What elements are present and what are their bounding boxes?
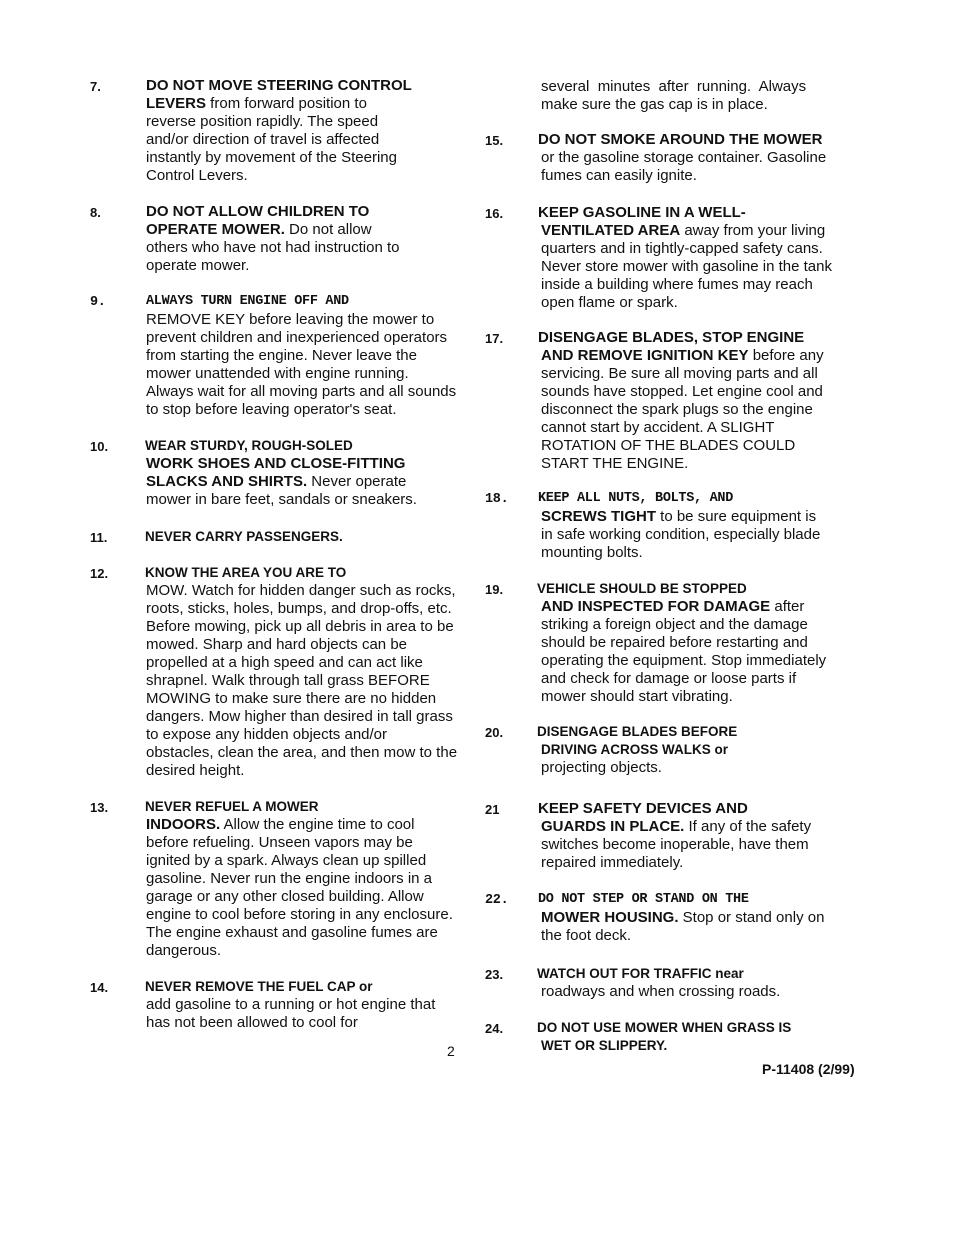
item-number: 18.	[485, 492, 509, 507]
item-text-line: repaired immediately.	[541, 854, 684, 871]
item-text-line: mounting bolts.	[541, 544, 643, 561]
item-text-line: switches become inoperable, have them	[541, 836, 809, 853]
safety-item	[485, 204, 865, 312]
item-text-line: to expose any hidden objects and/or	[146, 726, 388, 743]
item-heading: DRIVING ACROSS WALKS or	[541, 742, 729, 757]
item-heading: DO NOT STEP OR STAND ON THE	[538, 892, 749, 907]
item-text-line: START THE ENGINE.	[541, 455, 689, 472]
item-lead-line	[146, 473, 470, 491]
item-text-line: Never store mower with gasoline in the tank	[541, 258, 832, 275]
item-text-line: engine to cool before storing in any enclosure.	[146, 906, 453, 923]
item-text: If any of the safety	[684, 818, 812, 835]
item-text-line: has not been allowed to cool for	[146, 1014, 358, 1031]
item-heading-continued: SCREWS TIGHT	[541, 508, 656, 525]
safety-item	[485, 329, 865, 473]
item-text-line: disconnect the spark plugs so the engine	[541, 401, 813, 418]
item-text-line: striking a foreign object and the damage	[541, 616, 808, 633]
safety-item	[90, 978, 470, 1032]
item-lead-line	[146, 95, 470, 113]
item-text-line: roadways and when crossing roads.	[541, 983, 781, 1000]
item-text-line: quarters and in tightly-capped safety cans.	[541, 240, 823, 257]
safety-item	[90, 203, 470, 275]
item-text: Allow the engine time to cool	[220, 816, 415, 833]
item-heading: WET OR SLIPPERY.	[541, 1038, 668, 1053]
item-text: to be sure equipment is	[656, 508, 817, 525]
item-heading-continued: SLACKS AND SHIRTS.	[146, 473, 308, 490]
item-text-line: projecting objects.	[541, 759, 662, 776]
safety-item	[90, 293, 470, 419]
item-text: before any	[748, 347, 824, 364]
item-number: 10.	[90, 439, 109, 454]
item-text-line: mowed. Sharp and hard objects can be	[146, 636, 407, 653]
item-number: 19.	[485, 582, 504, 597]
item-number: 20.	[485, 725, 504, 740]
safety-item	[485, 580, 865, 706]
item-heading: WATCH OUT FOR TRAFFIC near	[537, 966, 744, 981]
safety-item	[485, 490, 865, 562]
item-text-line: mower should start vibrating.	[541, 688, 733, 705]
item-number: 13.	[90, 800, 109, 815]
item-number: 21	[485, 802, 500, 817]
item-text-line: REMOVE KEY before leaving the mower to	[146, 311, 435, 328]
item-number: 9.	[90, 295, 106, 310]
item-text-line: MOWING to make sure there are no hidden	[146, 690, 437, 707]
item-heading-continued: VENTILATED AREA	[541, 222, 681, 239]
item-heading: NEVER REMOVE THE FUEL CAP or	[145, 979, 373, 994]
item-text-line: garage or any other closed building. Allow	[146, 888, 424, 905]
item-heading-continued: WORK SHOES AND CLOSE-FITTING	[146, 455, 406, 472]
item-text-line: shrapnel. Walk through tall grass BEFORE	[146, 672, 430, 689]
item-text-line: propelled at a high speed and can act like	[146, 654, 423, 671]
item-lead-line	[541, 909, 865, 927]
item-number: 16.	[485, 206, 504, 221]
item-heading: KEEP SAFETY DEVICES AND	[538, 800, 748, 817]
item-text-line: dangers. Mow higher than desired in tall grass	[146, 708, 453, 725]
item-text-line: dangerous.	[146, 942, 222, 959]
item-lead-line	[541, 508, 865, 526]
item-text-line: operating the equipment. Stop immediately	[541, 652, 827, 669]
item-text-line: servicing. Be sure all moving parts and all	[541, 365, 818, 382]
item-number: 11.	[90, 530, 108, 545]
item-heading-continued: MOWER HOUSING.	[541, 909, 679, 926]
safety-item	[90, 564, 470, 780]
item-heading: DO NOT SMOKE AROUND THE MOWER	[538, 131, 823, 148]
safety-item	[485, 723, 865, 777]
item-text-line: or the gasoline storage container. Gasoline	[541, 149, 827, 166]
item-heading: KEEP ALL NUTS, BOLTS, AND	[538, 491, 734, 506]
safety-item	[485, 965, 865, 1001]
item-number: 8.	[90, 205, 101, 220]
item-text-line: in safe working condition, especially blade	[541, 526, 821, 543]
item-heading: NEVER REFUEL A MOWER	[145, 799, 319, 814]
item-text-line: and/or direction of travel is affected	[146, 131, 380, 148]
item-lead-line	[541, 347, 865, 365]
item-heading: DISENGAGE BLADES, STOP ENGINE	[538, 329, 805, 346]
document-id: P-11408 (2/99)	[762, 1061, 855, 1077]
item-text: from forward position to	[206, 95, 367, 112]
item-text-line: obstacles, clean the area, and then mow to the	[146, 744, 458, 761]
item-text-line: operate mower.	[146, 257, 250, 274]
item-text-line: mower unattended with engine running.	[146, 365, 409, 382]
item-text-line: open flame or spark.	[541, 294, 678, 311]
item-text-line: and check for damage or loose parts if	[541, 670, 797, 687]
safety-item	[90, 798, 470, 960]
item-heading-continued: OPERATE MOWER.	[146, 221, 285, 238]
item-heading: DO NOT USE MOWER WHEN GRASS IS	[537, 1020, 792, 1035]
item-lead-line	[146, 816, 470, 834]
item-text-line: Always wait for all moving parts and all sounds	[146, 383, 457, 400]
item-heading: DO NOT ALLOW CHILDREN TO	[146, 203, 370, 220]
item-text-line: desired height.	[146, 762, 245, 779]
item-text-line: ROTATION OF THE BLADES COULD	[541, 437, 796, 454]
item-text-line: others who have not had instruction to	[146, 239, 400, 256]
item-lead-line	[541, 598, 865, 616]
safety-item	[485, 1019, 865, 1055]
item-text: Never operate	[307, 473, 407, 490]
item-text-line: before refueling. Unseen vapors may be	[146, 834, 413, 851]
item-text: Do not allow	[284, 221, 372, 238]
item-text: after	[770, 598, 805, 615]
item-text-line: instantly by movement of the Steering	[146, 149, 397, 166]
item-heading: VEHICLE SHOULD BE STOPPED	[537, 581, 747, 596]
item-text-line: to stop before leaving operator's seat.	[146, 401, 397, 418]
item-text: Stop or stand only on	[678, 909, 825, 926]
item-text-line: ignited by a spark. Always clean up spilled	[146, 852, 427, 869]
item-text-line: mower in bare feet, sandals or sneakers.	[146, 491, 417, 508]
item-text-line: inside a building where fumes may reach	[541, 276, 813, 293]
item-number: 22.	[485, 893, 509, 908]
page-number: 2	[447, 1043, 455, 1059]
item-lead-line	[541, 222, 865, 240]
item-heading-continued: INDOORS.	[146, 816, 221, 833]
safety-item	[90, 528, 470, 546]
item-text-line: gasoline. Never run the engine indoors in a	[146, 870, 433, 887]
item-text-line: reverse position rapidly. The speed	[146, 113, 379, 130]
item-heading-continued: AND REMOVE IGNITION KEY	[541, 347, 749, 364]
item-heading: NEVER CARRY PASSENGERS.	[145, 529, 343, 544]
item-text-line: sounds have stopped. Let engine cool and	[541, 383, 823, 400]
item-heading: WEAR STURDY, ROUGH-SOLED	[145, 438, 353, 453]
item-number: 23.	[485, 967, 504, 982]
item-number: 12.	[90, 566, 109, 581]
item-text-line: from starting the engine. Never leave the	[146, 347, 417, 364]
item-heading: DISENGAGE BLADES BEFORE	[537, 724, 738, 739]
item-lead-line	[146, 221, 470, 239]
item-text-line: roots, sticks, holes, bumps, and drop-offs, etc.	[146, 600, 452, 617]
item-lead-line	[541, 818, 865, 836]
item-text-line: several minutes after running. Always	[541, 78, 807, 95]
safety-item	[485, 800, 865, 872]
item-text-line: cannot start by accident. A SLIGHT	[541, 419, 775, 436]
safety-item	[90, 437, 470, 509]
item-text-line: fumes can easily ignite.	[541, 167, 697, 184]
item-text-line: Before mowing, pick up all debris in area to be	[146, 618, 454, 635]
item-text-line: prevent children and inexperienced operators	[146, 329, 448, 346]
item-heading: KEEP GASOLINE IN A WELL-	[538, 204, 746, 221]
item-number: 15.	[485, 133, 504, 148]
item-heading-continued: LEVERS	[146, 95, 207, 112]
safety-item	[485, 891, 865, 945]
item-heading: KNOW THE AREA YOU ARE TO	[145, 565, 347, 580]
item-number: 24.	[485, 1021, 504, 1036]
item-text-line: the foot deck.	[541, 927, 632, 944]
safety-item	[485, 131, 865, 185]
item-number: 17.	[485, 331, 504, 346]
item-heading: DO NOT MOVE STEERING CONTROL	[146, 77, 412, 94]
item-text-line: MOW. Watch for hidden danger such as rocks,	[146, 582, 456, 599]
item-heading-continued: AND INSPECTED FOR DAMAGE	[541, 598, 771, 615]
item-text-line: The engine exhaust and gasoline fumes are	[146, 924, 438, 941]
safety-item	[485, 78, 865, 114]
item-text: away from your living	[680, 222, 826, 239]
item-text-line: Control Levers.	[146, 167, 248, 184]
item-number: 14.	[90, 980, 109, 995]
item-number: 7.	[90, 79, 101, 94]
item-heading: ALWAYS TURN ENGINE OFF AND	[146, 294, 349, 309]
safety-item	[90, 77, 470, 185]
item-text-line: add gasoline to a running or hot engine that	[146, 996, 436, 1013]
item-text-line: make sure the gas cap is in place.	[541, 96, 768, 113]
item-heading-continued: GUARDS IN PLACE.	[541, 818, 685, 835]
item-text-line: should be repaired before restarting and	[541, 634, 808, 651]
